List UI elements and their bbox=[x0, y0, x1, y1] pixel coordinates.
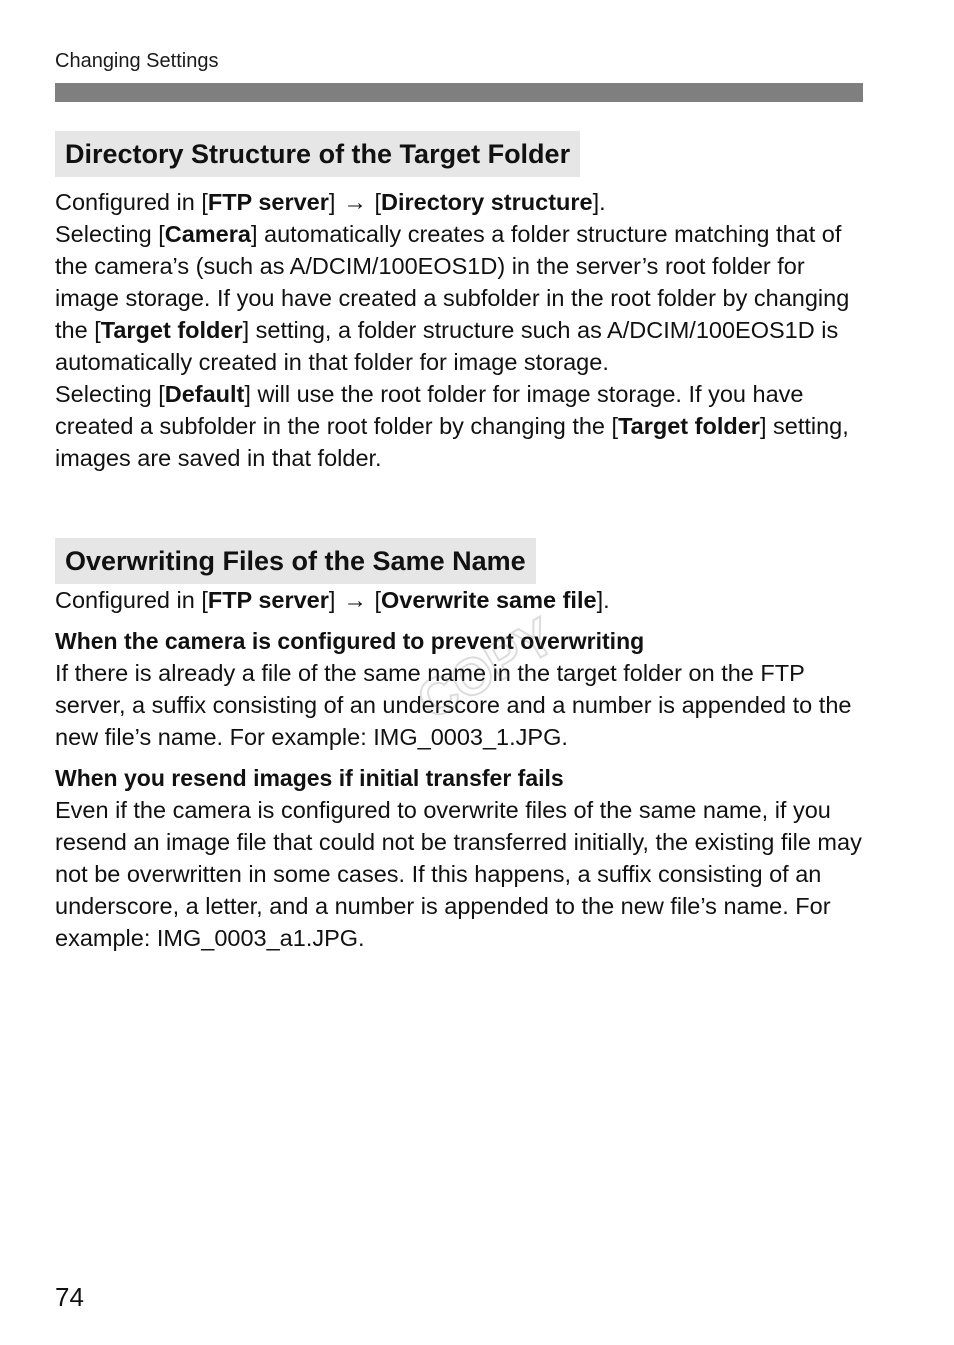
text: Selecting [ bbox=[55, 221, 165, 247]
option-name: Default bbox=[164, 381, 245, 407]
arrow-right-icon: → bbox=[343, 189, 367, 215]
header-label: Changing Settings bbox=[55, 50, 219, 72]
paragraph-camera-option bbox=[55, 218, 870, 378]
arrow-right-icon: → bbox=[343, 587, 367, 613]
text: Configured in [ bbox=[55, 587, 208, 613]
text: ] will use the root folder for image storage. If you have created a subfolder in the root folder by changing the [ bbox=[55, 381, 804, 439]
page-number: 74 bbox=[55, 1282, 84, 1312]
menu-name: FTP server bbox=[207, 587, 329, 613]
text: ] automatically creates a folder structure matching that of the camera’s (such as A/DCIM/100EOS1D) in the server’s root folder for image storage. If you have created a subfolder in the root folder by changing the [ bbox=[55, 221, 850, 343]
paragraph-prevent-overwriting: If there is already a file of the same name in the target folder on the FTP server, a suffix consisting of an underscore and a number is appended to the new file’s name. For example: IMG_0003_1.JPG. bbox=[55, 660, 852, 750]
configured-line-directory bbox=[55, 186, 870, 218]
sub-heading-prevent-overwriting: When the camera is configured to prevent overwriting bbox=[55, 628, 645, 654]
menu-item-name: Overwrite same file bbox=[381, 587, 597, 613]
setting-name: Target folder bbox=[618, 413, 760, 439]
text: Configured in [ bbox=[55, 189, 208, 215]
text: Selecting [ bbox=[55, 381, 165, 407]
section-title-overwriting-files: Overwriting Files of the Same Name bbox=[55, 538, 536, 584]
text: ]. bbox=[596, 587, 610, 613]
menu-item-name: Directory structure bbox=[381, 189, 593, 215]
option-name: Camera bbox=[164, 221, 251, 247]
paragraph-default-option bbox=[55, 378, 870, 474]
section2-configured bbox=[55, 584, 870, 616]
text: ] setting, images are saved in that folder. bbox=[55, 413, 849, 471]
text: [ bbox=[367, 587, 382, 613]
sub-heading-resend-images: When you resend images if initial transfer fails bbox=[55, 765, 564, 791]
watermark-text: COPY bbox=[408, 607, 565, 732]
section1-body bbox=[55, 186, 870, 474]
setting-name: Target folder bbox=[100, 317, 243, 343]
subsection-resend-images bbox=[55, 762, 870, 954]
header-bar bbox=[55, 83, 863, 102]
text: [ bbox=[367, 189, 382, 215]
configured-line-overwrite bbox=[55, 584, 870, 616]
text: ]. bbox=[592, 189, 606, 215]
menu-name: FTP server bbox=[207, 189, 329, 215]
text: ] bbox=[328, 587, 342, 613]
section-title-directory-structure: Directory Structure of the Target Folder bbox=[55, 131, 580, 177]
text: ] bbox=[328, 189, 342, 215]
paragraph-resend-images: Even if the camera is configured to overwrite files of the same name, if you resend an image file that could not be transferred initially, the existing file may not be overwritten in some cases. If this happens, a suffix consisting of an underscore, a letter, and a number is appended to the new file’s name. For example: IMG_0003_a1.JPG. bbox=[55, 797, 862, 951]
text: ] setting, a folder structure such as A/DCIM/100EOS1D is automatically created in that folder for image storage. bbox=[55, 317, 839, 375]
